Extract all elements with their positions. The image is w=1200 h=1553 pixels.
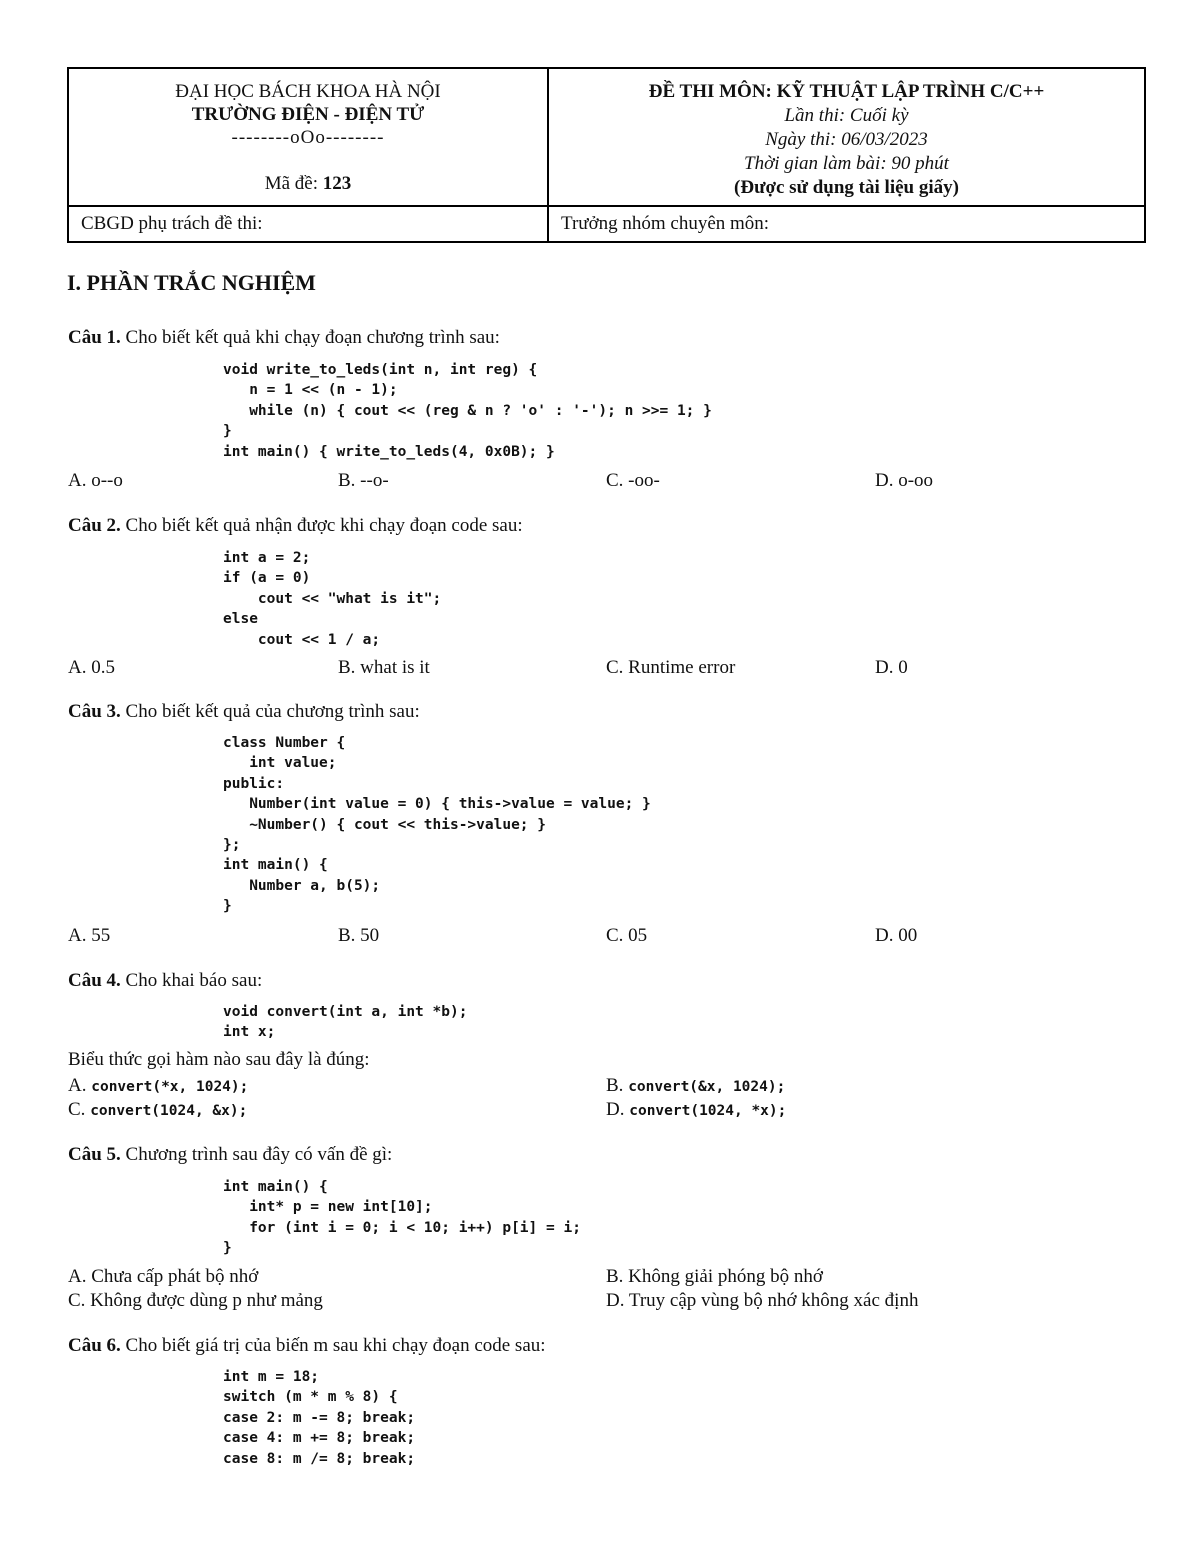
question-text: Cho biết kết quả của chương trình sau: [125, 701, 420, 722]
question-number: Câu 5. [68, 1144, 121, 1165]
q3-option-a: A. 55 [68, 925, 111, 946]
question-4-code: void convert(int a, int *b); int x; [223, 1004, 468, 1041]
q2-option-d: D. 0 [875, 657, 908, 678]
question-6-code: int m = 18; switch (m * m % 8) { case 2: m -= 8; break; case 4: m += 8; break; case 8: m /= 8; break; [223, 1369, 416, 1467]
q1-option-d: D. o-oo [875, 470, 934, 491]
q4-option-b [606, 1075, 785, 1097]
lecturer-label: CBGD phụ trách đề thi: [81, 213, 263, 234]
question-text: Cho khai báo sau: [125, 970, 263, 991]
q1-option-a: A. o--o [68, 470, 123, 491]
q5-option-d: D. Truy cập vùng bộ nhớ không xác định [606, 1290, 919, 1311]
ornament-divider: --------oOo-------- [231, 127, 385, 148]
option-letter: A. [68, 1075, 87, 1096]
q5-option-b: B. Không giải phóng bộ nhớ [606, 1266, 823, 1287]
question-5-code: int main() { int* p = new int[10]; for (int i = 0; i < 10; i++) p[i] = i; } [223, 1179, 581, 1257]
question-4-prompt: Biểu thức gọi hàm nào sau đây là đúng: [68, 1049, 370, 1070]
question-number: Câu 4. [68, 970, 121, 991]
q4-option-c [68, 1099, 247, 1121]
option-code: convert(1024, *x); [629, 1103, 787, 1119]
question-text: Cho biết kết quả khi chạy đoạn chương trình sau: [125, 327, 500, 348]
q3-option-c: C. 05 [606, 925, 648, 946]
question-number: Câu 3. [68, 701, 121, 722]
question-text: Cho biết kết quả nhận được khi chạy đoạn code sau: [125, 515, 523, 536]
option-code: convert(*x, 1024); [91, 1079, 249, 1095]
q3-option-d: D. 00 [875, 925, 918, 946]
question-5 [68, 1144, 392, 1166]
university-name: ĐẠI HỌC BÁCH KHOA HÀ NỘI [175, 81, 441, 102]
exam-code-label: Mã đề: [264, 173, 319, 194]
q2-option-a: A. 0.5 [68, 657, 115, 678]
exam-code [69, 172, 547, 196]
head-signature-cell [548, 206, 1145, 242]
q1-option-c: C. -oo- [606, 470, 660, 491]
lecturer-signature-cell [68, 206, 548, 242]
exam-duration: Thời gian làm bài: 90 phút [744, 153, 949, 174]
header-right-cell [548, 68, 1145, 206]
exam-code-value: 123 [322, 173, 352, 194]
q1-option-b: B. --o- [338, 470, 389, 491]
question-number: Câu 1. [68, 327, 121, 348]
question-2-code: int a = 2; if (a = 0) cout << "what is it"; else cout << 1 / a; [223, 550, 442, 648]
question-number: Câu 2. [68, 515, 121, 536]
school-name: TRƯỜNG ĐIỆN - ĐIỆN TỬ [191, 104, 425, 125]
option-letter: D. [606, 1099, 625, 1120]
header-left-cell [68, 68, 548, 206]
question-number: Câu 6. [68, 1335, 121, 1356]
question-6 [68, 1335, 546, 1357]
question-3-code: class Number { int value; public: Number(int value = 0) { this->value = value; } ~Number() { cout << this->value; } }; int main() { Number a, b(5); } [223, 735, 651, 915]
question-3 [68, 701, 420, 723]
exam-title: ĐỀ THI MÔN: KỸ THUẬT LẬP TRÌNH C/C++ [648, 81, 1045, 102]
head-label: Trưởng nhóm chuyên môn: [561, 213, 770, 234]
q2-option-c: C. Runtime error [606, 657, 736, 678]
option-letter: B. [606, 1075, 624, 1096]
question-1-code: void write_to_leds(int n, int reg) { n = 1 << (n - 1); while (n) { cout << (reg & n ? 'o' : '-'); n >>= 1; } } int main() { write_to_leds(4, 0x0B); } [223, 362, 712, 460]
q5-option-a: A. Chưa cấp phát bộ nhớ [68, 1266, 259, 1287]
question-1 [68, 327, 500, 349]
exam-attempt: Lần thi: Cuối kỳ [784, 105, 909, 126]
question-4 [68, 970, 262, 992]
q5-option-c: C. Không được dùng p như mảng [68, 1290, 323, 1311]
option-letter: C. [68, 1099, 86, 1120]
option-code: convert(&x, 1024); [628, 1079, 786, 1095]
option-code: convert(1024, &x); [90, 1103, 248, 1119]
question-text: Chương trình sau đây có vấn đề gì: [125, 1144, 393, 1165]
exam-materials: (Được sử dụng tài liệu giấy) [734, 177, 959, 198]
exam-header-table [67, 67, 1146, 243]
q4-option-a [68, 1075, 248, 1097]
exam-date: Ngày thi: 06/03/2023 [765, 129, 928, 150]
q2-option-b: B. what is it [338, 657, 430, 678]
section-title: I. PHẦN TRẮC NGHIỆM [67, 270, 316, 295]
question-2 [68, 515, 523, 537]
question-text: Cho biết giá trị của biến m sau khi chạy đoạn code sau: [125, 1335, 546, 1356]
q3-option-b: B. 50 [338, 925, 380, 946]
q4-option-d [606, 1099, 786, 1121]
